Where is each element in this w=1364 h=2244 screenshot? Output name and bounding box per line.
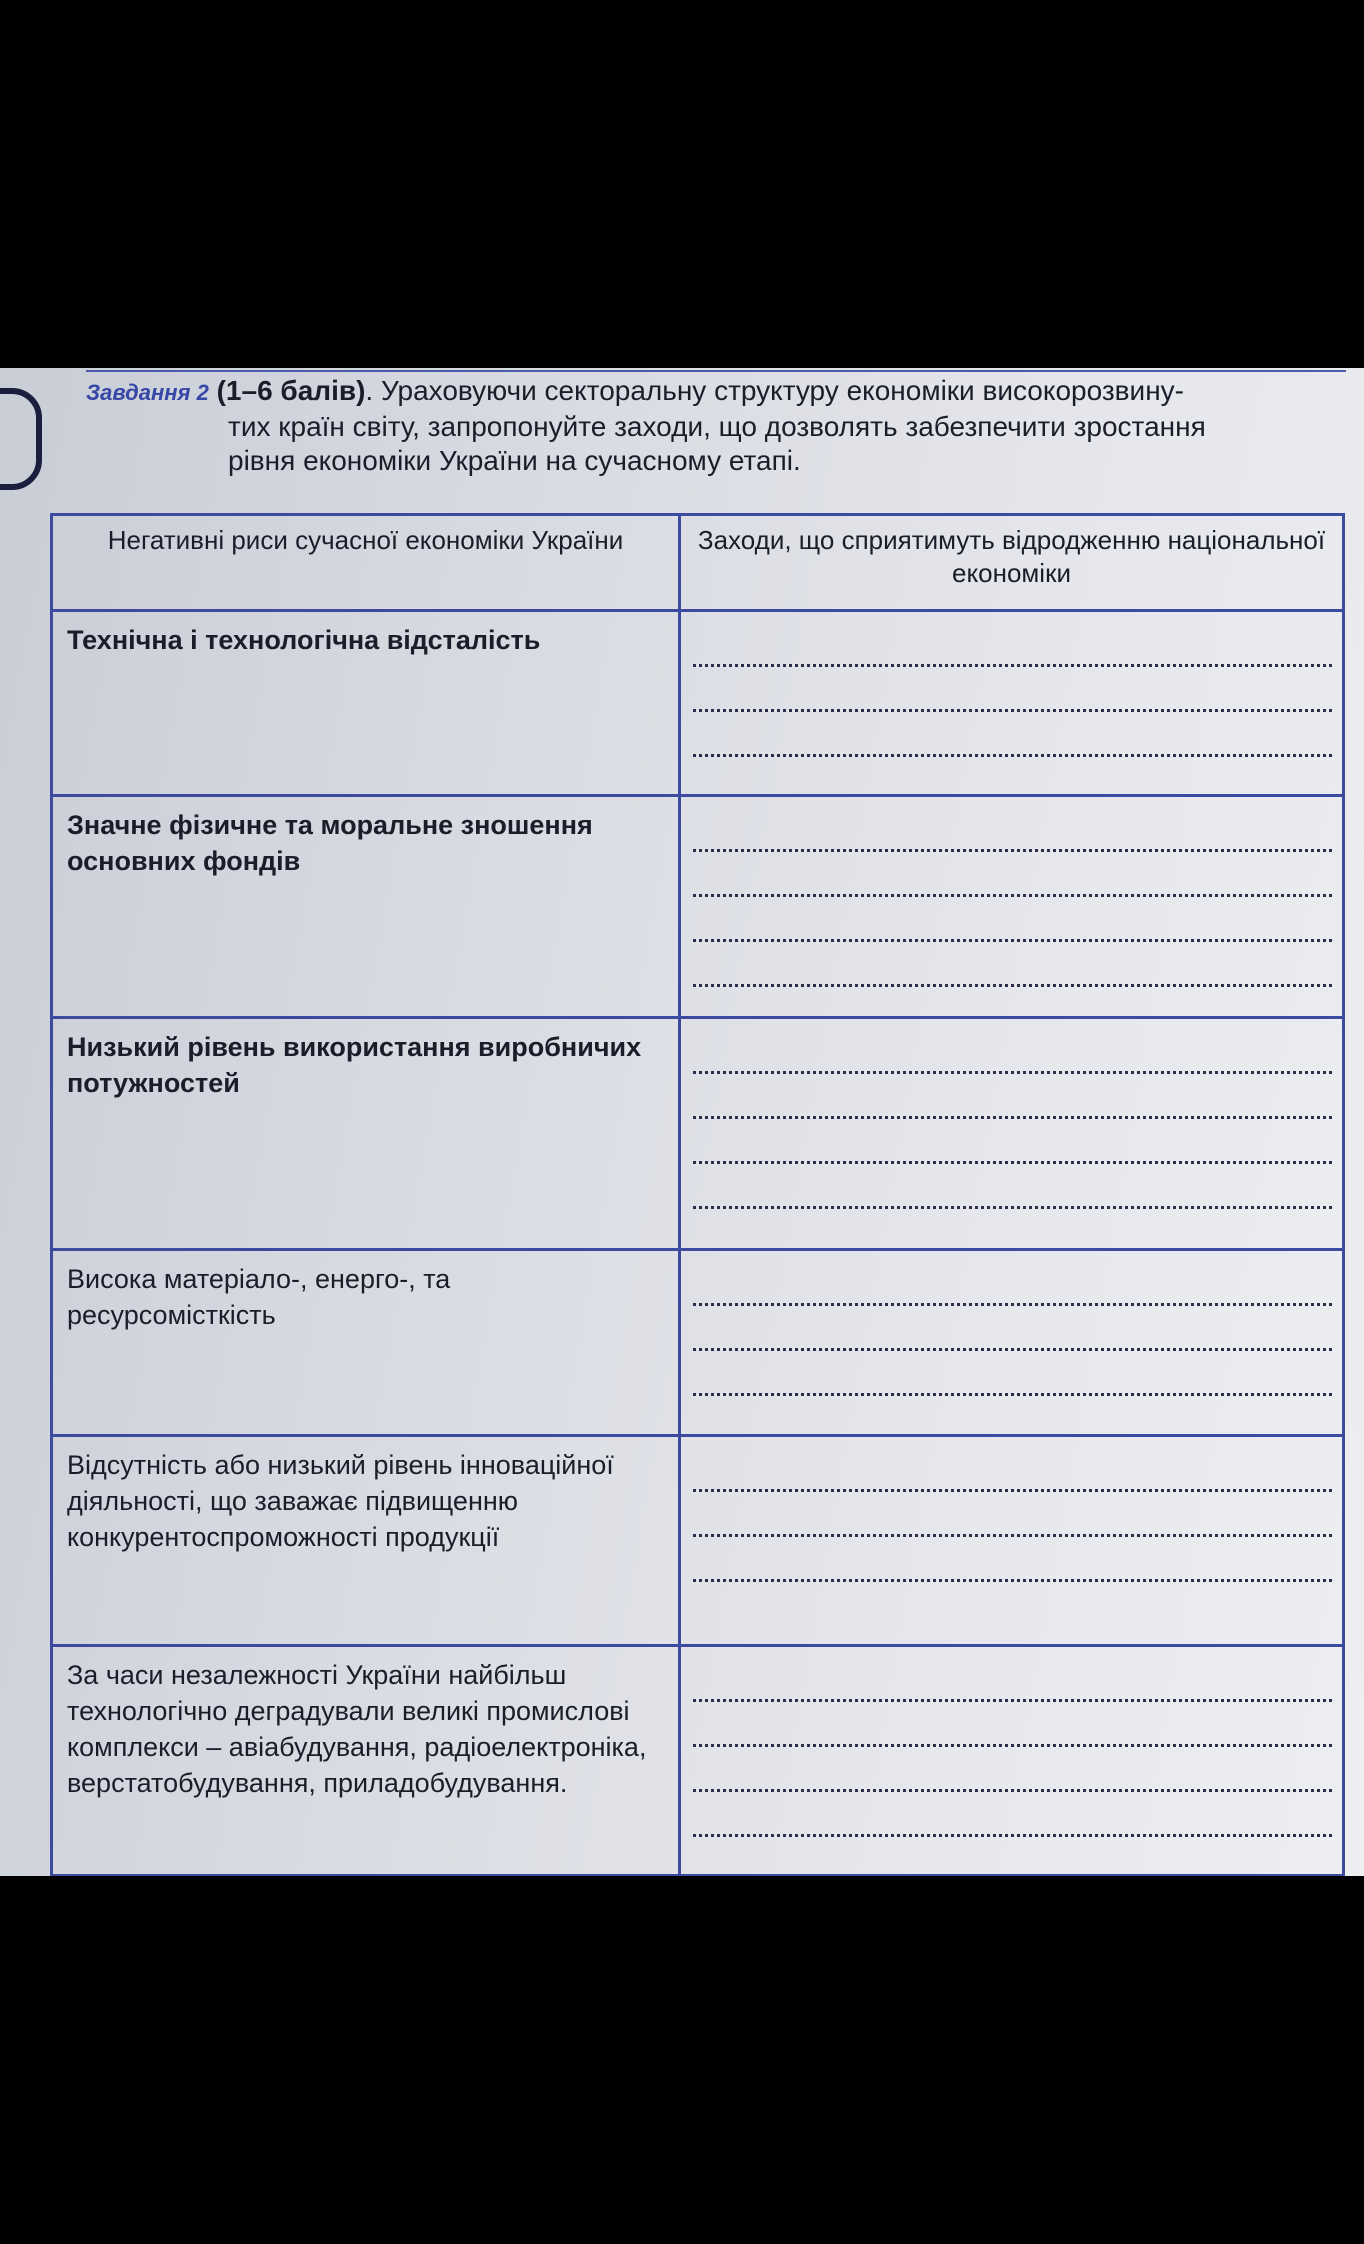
negative-feature-cell bbox=[52, 796, 680, 1018]
dotted-answer-line[interactable] bbox=[693, 624, 1332, 667]
answer-cell[interactable] bbox=[680, 1250, 1344, 1436]
table-header-row bbox=[52, 515, 1344, 611]
dotted-answer-line[interactable] bbox=[693, 1121, 1332, 1164]
header-rule bbox=[86, 370, 1346, 372]
dotted-answer-line[interactable] bbox=[693, 809, 1332, 852]
negative-feature-cell bbox=[52, 611, 680, 796]
answer-lines[interactable] bbox=[681, 1437, 1342, 1582]
dotted-answer-line[interactable] bbox=[693, 1749, 1332, 1792]
answer-cell[interactable] bbox=[680, 1018, 1344, 1250]
task-line-2: тих країн світу, запропонуйте заходи, що дозволять забезпечити зростання bbox=[228, 411, 1206, 442]
header-negative-features: Негативні риси сучасної економіки України bbox=[52, 515, 680, 611]
dotted-answer-line[interactable] bbox=[693, 944, 1332, 987]
measures-table bbox=[50, 513, 1345, 1876]
task-header bbox=[86, 374, 1346, 478]
negative-feature-cell bbox=[52, 1250, 680, 1436]
workbook-page bbox=[0, 368, 1364, 1876]
dotted-answer-line[interactable] bbox=[693, 1353, 1332, 1396]
answer-lines[interactable] bbox=[681, 1251, 1342, 1396]
negative-feature-cell bbox=[52, 1018, 680, 1250]
page-binding-edge bbox=[0, 388, 42, 490]
task-line-1 bbox=[86, 374, 1346, 410]
dotted-answer-line[interactable] bbox=[693, 1449, 1332, 1492]
negative-feature-cell bbox=[52, 1436, 680, 1646]
negative-feature-text: Низький рівень використання виробничих потужностей bbox=[67, 1032, 642, 1098]
dotted-answer-line[interactable] bbox=[693, 1263, 1332, 1306]
answer-lines[interactable] bbox=[681, 1647, 1342, 1837]
table-row bbox=[52, 1018, 1344, 1250]
task-line-3: рівня економіки України на сучасному етапі. bbox=[228, 445, 801, 476]
table-row bbox=[52, 1646, 1344, 1876]
dotted-answer-line[interactable] bbox=[693, 1704, 1332, 1747]
table-row bbox=[52, 1436, 1344, 1646]
dotted-answer-line[interactable] bbox=[693, 714, 1332, 757]
dotted-answer-line[interactable] bbox=[693, 899, 1332, 942]
answer-cell[interactable] bbox=[680, 1436, 1344, 1646]
task-label: Завдання 2 bbox=[86, 380, 209, 405]
answer-lines[interactable] bbox=[681, 612, 1342, 757]
answer-cell[interactable] bbox=[680, 611, 1344, 796]
table-row bbox=[52, 611, 1344, 796]
negative-feature-text: Значне фізичне та моральне зношення основних фондів bbox=[67, 810, 593, 876]
table-body bbox=[52, 611, 1344, 1876]
dotted-answer-line[interactable] bbox=[693, 1031, 1332, 1074]
task-points: (1–6 балів) bbox=[216, 375, 366, 406]
negative-feature-text: Технічна і технологічна відсталість bbox=[67, 625, 541, 655]
answer-cell[interactable] bbox=[680, 1646, 1344, 1876]
dotted-answer-line[interactable] bbox=[693, 1166, 1332, 1209]
dotted-answer-line[interactable] bbox=[693, 1076, 1332, 1119]
task-text-1: . Ураховуючи секторальну структуру економіки високорозвину- bbox=[365, 375, 1184, 406]
header-measures: Заходи, що сприятимуть відродженню національної економіки bbox=[680, 515, 1344, 611]
table-row bbox=[52, 1250, 1344, 1436]
answer-lines[interactable] bbox=[681, 1019, 1342, 1209]
negative-feature-text: За часи незалежності України найбільш технологічно деградували великі промислові комплекси – авіабудування, радіоелектроніка, верстатобудування, приладобудування. bbox=[67, 1660, 647, 1798]
dotted-answer-line[interactable] bbox=[693, 669, 1332, 712]
dotted-answer-line[interactable] bbox=[693, 1494, 1332, 1537]
dotted-answer-line[interactable] bbox=[693, 1308, 1332, 1351]
table-row bbox=[52, 796, 1344, 1018]
negative-feature-text: Відсутність або низький рівень інноваційної діяльності, що заважає підвищенню конкурентоспроможності продукції bbox=[67, 1450, 614, 1552]
dotted-answer-line[interactable] bbox=[693, 1539, 1332, 1582]
answer-cell[interactable] bbox=[680, 796, 1344, 1018]
answer-lines[interactable] bbox=[681, 797, 1342, 987]
negative-feature-cell bbox=[52, 1646, 680, 1876]
dotted-answer-line[interactable] bbox=[693, 1659, 1332, 1702]
dotted-answer-line[interactable] bbox=[693, 1794, 1332, 1837]
negative-feature-text: Висока матеріало-, енерго-, та ресурсомісткість bbox=[67, 1264, 451, 1330]
dotted-answer-line[interactable] bbox=[693, 854, 1332, 897]
